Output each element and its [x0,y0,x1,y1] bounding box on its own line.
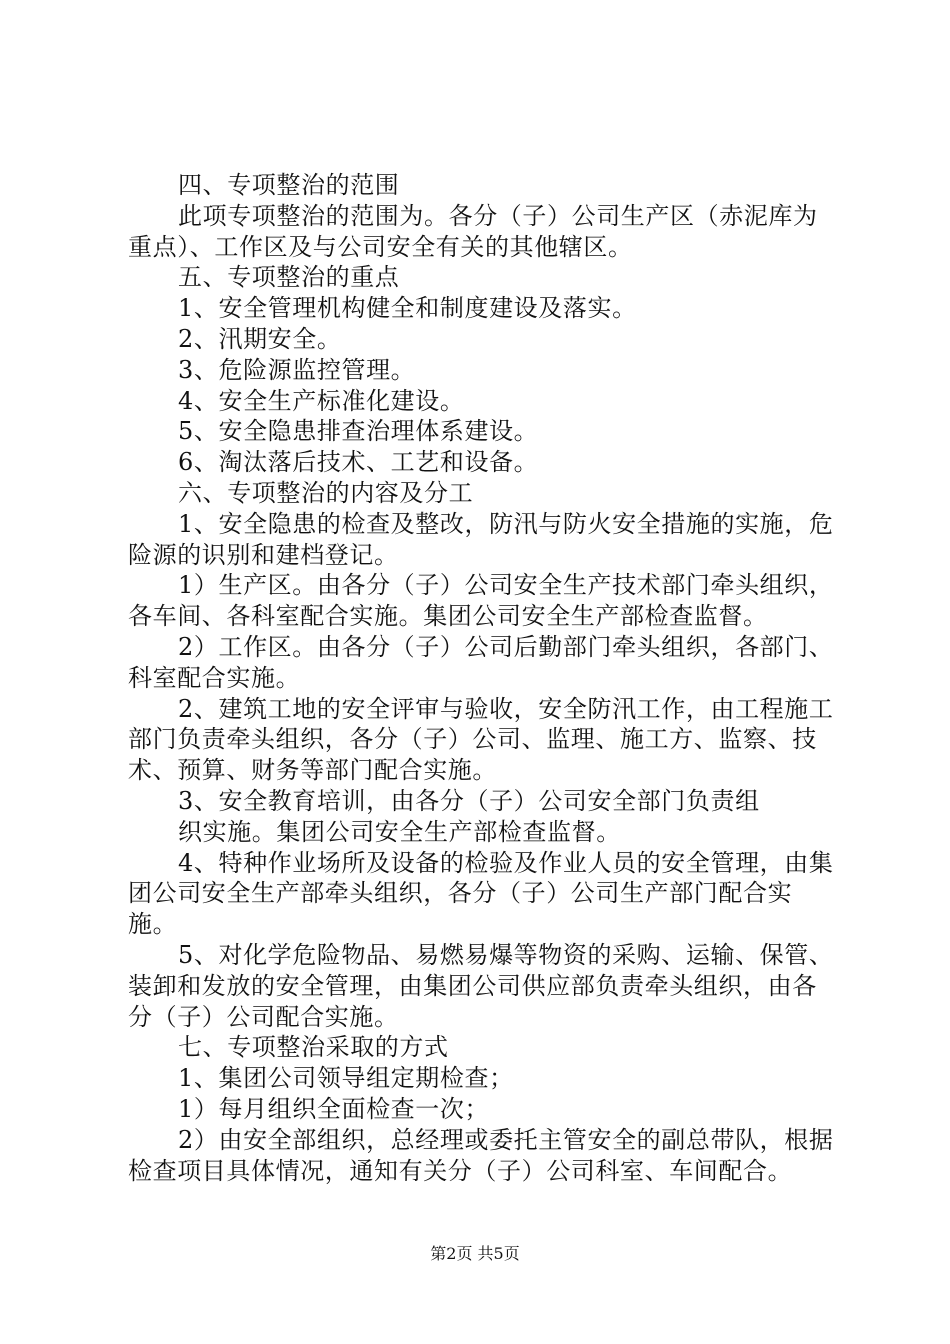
paragraph: 5、安全隐患排查治理体系建设。 [178,417,539,446]
page-number-footer: 第2页 共5页 [430,1244,520,1263]
paragraph: 4、特种作业场所及设备的检验及作业人员的安全管理，由集团公司安全生产部牵头组织，各分（子）公司生产部门配合实施。 [128,848,834,939]
paragraph: 四、专项整治的范围 [178,171,400,199]
paragraph: 3、安全教育培训，由各分（子）公司安全部门负责组 [178,786,760,815]
paragraph: 织实施。集团公司安全生产部检查监督。 [178,817,621,846]
paragraph: 4、安全生产标准化建设。 [178,386,465,415]
paragraph: 五、专项整治的重点 [178,263,400,292]
document-body [128,170,836,1186]
paragraph: 此项专项整治的范围为。各分（子）公司生产区（赤泥库为重点）、工作区及与公司安全有关的其他辖区。 [128,201,818,261]
paragraph: 1、安全管理机构健全和制度建设及落实。 [178,294,637,323]
paragraph: 2）工作区。由各分（子）公司后勤部门牵头组织，各部门、科室配合实施。 [128,632,834,692]
paragraph: 3、危险源监控管理。 [178,355,416,384]
paragraph: 5、对化学危险物品、易燃易爆等物资的采购、运输、保管、装卸和发放的安全管理，由集团公司供应部负责牵头组织，由各分（子）公司配合实施。 [128,940,834,1031]
paragraph: 1）生产区。由各分（子）公司安全生产技术部门牵头组织，各车间、各科室配合实施。集团公司安全生产部检查监督。 [128,571,834,631]
paragraph: 七、专项整治采取的方式 [178,1033,449,1062]
paragraph: 1、安全隐患的检查及整改，防汛与防火安全措施的实施，危险源的识别和建档登记。 [128,509,834,569]
paragraph: 2、建筑工地的安全评审与验收，安全防汛工作，由工程施工部门负责牵头组织，各分（子）公司、监理、施工方、监察、技术、预算、财务等部门配合实施。 [128,694,834,785]
paragraph: 1）每月组织全面检查一次； [178,1094,490,1123]
paragraph: 6、淘汰落后技术、工艺和设备。 [178,448,539,477]
paragraph: 2）由安全部组织，总经理或委托主管安全的副总带队，根据检查项目具体情况，通知有关分（子）公司科室、车间配合。 [128,1125,834,1185]
paragraph: 2、汛期安全。 [178,324,342,353]
paragraph: 1、集团公司领导组定期检查； [178,1064,514,1093]
paragraph: 六、专项整治的内容及分工 [178,478,474,507]
